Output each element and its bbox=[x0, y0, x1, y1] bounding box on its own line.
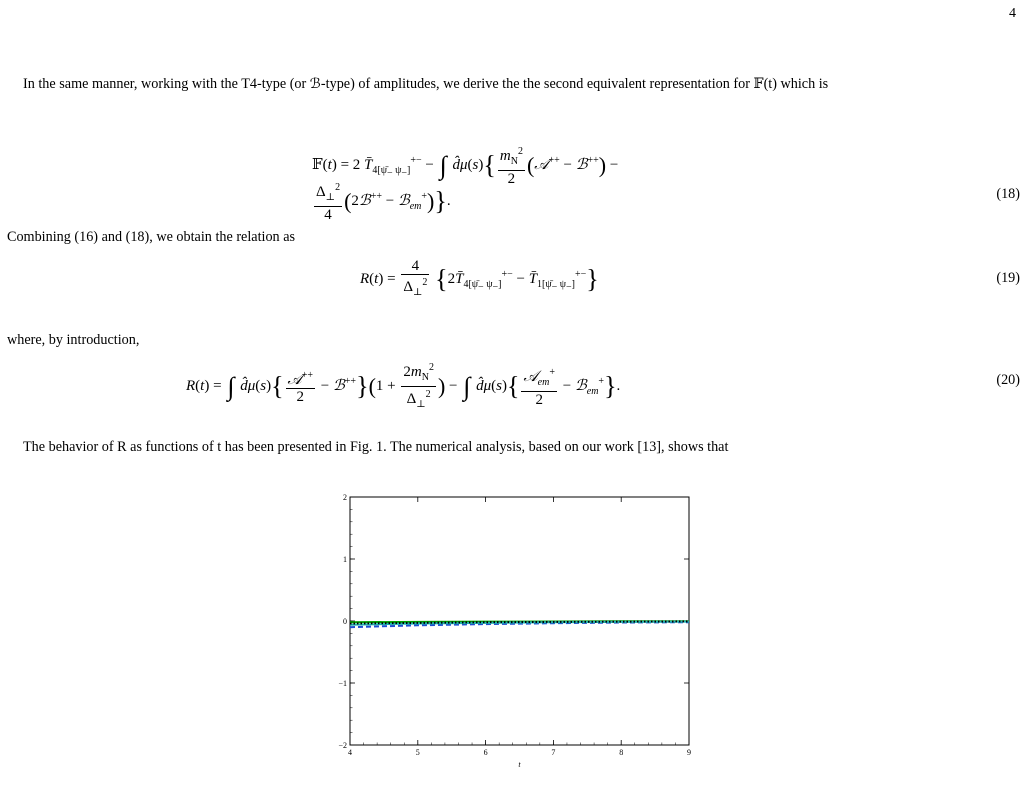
x-tick-label: 5 bbox=[415, 748, 420, 757]
equation-19 bbox=[0, 256, 1029, 306]
plot-frame bbox=[350, 497, 689, 745]
series-line-0 bbox=[350, 621, 689, 622]
paragraph-where: where, by introduction, bbox=[7, 332, 140, 348]
page-number: 4 bbox=[1009, 6, 1016, 21]
equation-18-line-2: $\frac{\Delta_\perp^2}{4}$ (2ℬ++ − ℬ$_{em}$+)}. bbox=[316, 182, 451, 223]
paragraph-combining: Combining (16) and (18), we obtain the relation as bbox=[7, 229, 296, 245]
x-tick-label: 9 bbox=[687, 748, 691, 757]
equation-20 bbox=[0, 358, 1029, 410]
equation-number: (18) bbox=[996, 186, 1020, 202]
x-tick-label: 6 bbox=[483, 748, 488, 757]
y-tick-label: 2 bbox=[343, 493, 347, 502]
y-tick-label: −1 bbox=[338, 679, 347, 688]
paragraph-intro: In the same manner, working with the T4-type (or ℬ-type) of amplitudes, we derive the the second equivalent representation for 𝔽(t) which is bbox=[23, 76, 829, 92]
series-line-1 bbox=[350, 622, 689, 627]
y-tick-label: −2 bbox=[338, 741, 347, 750]
equation-18-line-1: 𝔽(t) = 2 $T̄_{4[\psī_- \psi_-]}^{+-}$ − ∫ d̂μ(s){ $\frac{m_N^2}{2}$ (𝒜++ − ℬ++) − bbox=[312, 146, 619, 187]
x-tick-label: 4 bbox=[348, 748, 352, 757]
series-line-2 bbox=[350, 622, 689, 625]
equation-number: (20) bbox=[996, 372, 1020, 388]
y-tick-label: 0 bbox=[343, 617, 347, 626]
equation-number: (19) bbox=[996, 270, 1020, 286]
x-tick-label: 8 bbox=[619, 748, 624, 757]
paragraph-behavior: The behavior of R as functions of t has been presented in Fig. 1. The numerical analysis, based on our work [13], shows that bbox=[23, 439, 729, 455]
y-tick-label: 1 bbox=[343, 555, 347, 564]
equation-19-body: R(t) = $\frac{4}{\Delta_\perp^2}$ {$2T̄_{4[\psī_- \psi_-]}^{+-}$ − $T̄_{1[\psī_- \psi_-]}^{+-}$} bbox=[360, 258, 599, 298]
equation-18 bbox=[0, 144, 1029, 223]
equation-20-body: R(t) = ∫ d̂μ(s){ $\frac{𝒜^{++}}{2}$ − ℬ++}(1 + $\frac{2m_N^2}{\Delta_\perp^2}$ ) − ∫ d̂μ(s){ $\frac{𝒜_{em}^+}{2}$ − ℬ$_{em}$+}. bbox=[186, 362, 621, 410]
x-tick-label: 7 bbox=[551, 748, 556, 757]
series-line-3 bbox=[350, 621, 689, 623]
x-axis-label: t bbox=[518, 760, 521, 769]
